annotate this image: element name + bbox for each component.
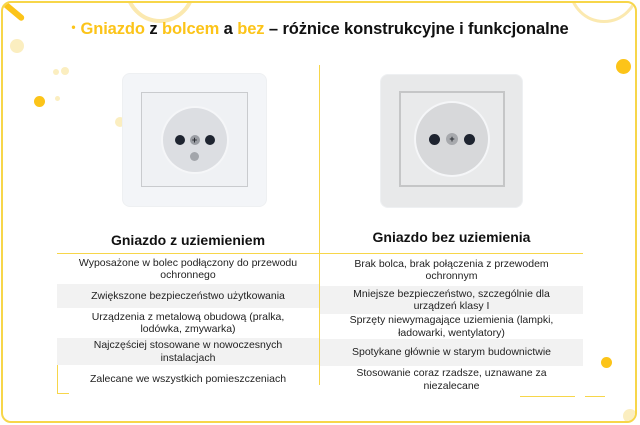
socket-face (416, 103, 488, 175)
decorative-dot (34, 96, 45, 107)
socket-hole (429, 134, 440, 145)
table-cell: Sprzęty niewymagające uziemienia (lampki, ładowarki, wentylatory) (349, 314, 554, 339)
table-cell: Stosowanie coraz rzadsze, uznawane za niezalecane (356, 367, 547, 392)
table-cell: Mniejsze bezpieczeństwo, szczególnie dla urządzeń klasy I (320, 286, 583, 314)
page-title (0, 20, 640, 39)
title-highlight: bolcem (162, 20, 220, 38)
screw-icon: + (446, 133, 458, 145)
title-text: z (144, 20, 162, 38)
decorative-line (585, 396, 605, 397)
socket-frame (399, 91, 505, 187)
column-header-grounded: Gniazdo z uziemieniem (110, 232, 266, 248)
decorative-line (57, 393, 69, 394)
decorative-dot (616, 59, 631, 74)
screw-icon: + (190, 135, 200, 145)
socket-hole (175, 135, 185, 145)
decorative-line (520, 396, 575, 397)
table-cell: Spotykane głównie w starym budownictwie (320, 339, 583, 366)
table-cell: Zwiększone bezpieczeństwo użytkowania (57, 284, 319, 308)
title-highlight: bez (237, 20, 265, 38)
decorative-dot (10, 39, 24, 53)
ungrounded-column (320, 254, 583, 393)
grounded-socket-icon (123, 74, 266, 206)
bullet-icon: • (71, 20, 76, 34)
socket-frame (141, 92, 248, 187)
decorative-dot (61, 67, 69, 75)
title-text: a (219, 20, 238, 38)
decorative-dot (55, 96, 60, 101)
grounded-column (57, 254, 319, 393)
decorative-dot (601, 357, 612, 368)
table-cell: Zalecane we wszystkich pomieszczeniach (89, 372, 287, 385)
column-header-ungrounded: Gniazdo bez uziemienia (372, 229, 531, 245)
table-cell: Wyposażone w bolec podłączony do przewodu ochronnego (78, 256, 298, 281)
ungrounded-socket-icon (381, 75, 522, 207)
decorative-dot (623, 409, 637, 423)
socket-hole (464, 134, 475, 145)
title-text: – różnice konstrukcyjne i funkcjonalne (264, 20, 569, 38)
table-cell: Urządzenia z metalową obudową (pralka, lodówka, zmywarka) (91, 310, 285, 335)
decorative-stroke (1, 1, 25, 22)
decorative-dot (53, 69, 59, 75)
socket-face (163, 108, 227, 172)
table-cell: Najczęściej stosowane w nowoczesnych instalacjach (57, 338, 319, 365)
table-cell: Brak bolca, brak połączenia z przewodem ochronnym (354, 257, 549, 282)
socket-hole (205, 135, 215, 145)
title-highlight: Gniazdo (80, 20, 145, 38)
ground-pin-icon (190, 152, 199, 161)
